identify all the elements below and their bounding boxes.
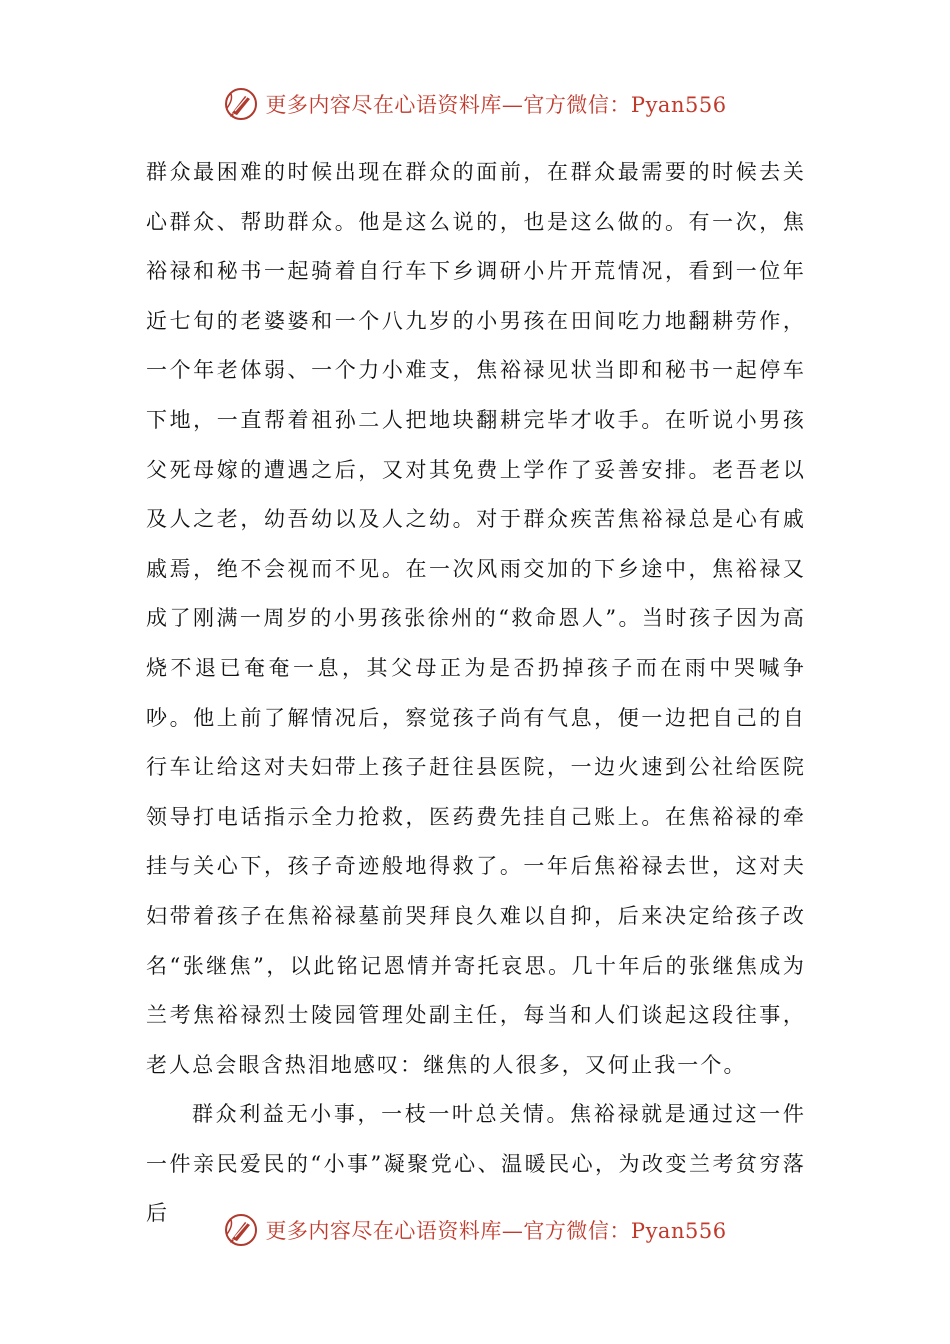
header-banner-text: 更多内容尽在心语资料库—官方微信：Pyan556 [265, 93, 727, 117]
pen-nib-logo-icon [223, 1212, 259, 1248]
document-body [146, 148, 806, 1239]
body-paragraph-2: 群众利益无小事，一枝一叶总关情。焦裕禄就是通过这一件一件亲民爱民的“小事”凝聚党心、温暖民心，为改变兰考贫穷落后 [146, 1102, 806, 1226]
body-paragraph-1: 群众最困难的时候出现在群众的面前，在群众最需要的时候去关心群众、帮助群众。他是这么说的，也是这么做的。有一次，焦裕禄和秘书一起骑着自行车下乡调研小片开荒情况，看到一位年近七旬的老婆婆和一个八九岁的小男孩在田间吃力地翻耕劳作，一个年老体弱、一个力小难支，焦裕禄见状当即和秘书一起停车下地，一直帮着祖孙二人把地块翻耕完毕才收手。在听说小男孩父死母嫁的遭遇之后，又对其免费上学作了妥善安排。老吾老以及人之老，幼吾幼以及人之幼。对于群众疾苦焦裕禄总是心有戚戚焉，绝不会视而不见。在一次风雨交加的下乡途中，焦裕禄又成了刚满一周岁的小男孩张徐州的“救命恩人”。当时孩子因为高烧不退已奄奄一息，其父母正为是否扔掉孩子而在雨中哭喊争吵。他上前了解情况后，察觉孩子尚有气息，便一边把自己的自行车让给这对夫妇带上孩子赶往县医院，一边火速到公社给医院领导打电话指示全力抢救，医药费先挂自己账上。在焦裕禄的牵挂与关心下，孩子奇迹般地得救了。一年后焦裕禄去世，这对夫妇带着孩子在焦裕禄墓前哭拜良久难以自抑，后来决定给孩子改名“张继焦”，以此铭记恩情并寄托哀思。几十年后的张继焦成为兰考焦裕禄烈士陵园管理处副主任，每当和人们谈起这段往事，老人总会眼含热泪地感叹：继焦的人很多，又何止我一个。 [146, 160, 806, 1077]
header-banner [0, 82, 950, 126]
footer-banner [0, 1208, 950, 1252]
pen-nib-logo-icon [223, 86, 259, 122]
footer-banner-text: 更多内容尽在心语资料库—官方微信：Pyan556 [265, 1219, 727, 1243]
footer-banner-inner [223, 1212, 726, 1248]
header-banner-inner [223, 86, 726, 122]
